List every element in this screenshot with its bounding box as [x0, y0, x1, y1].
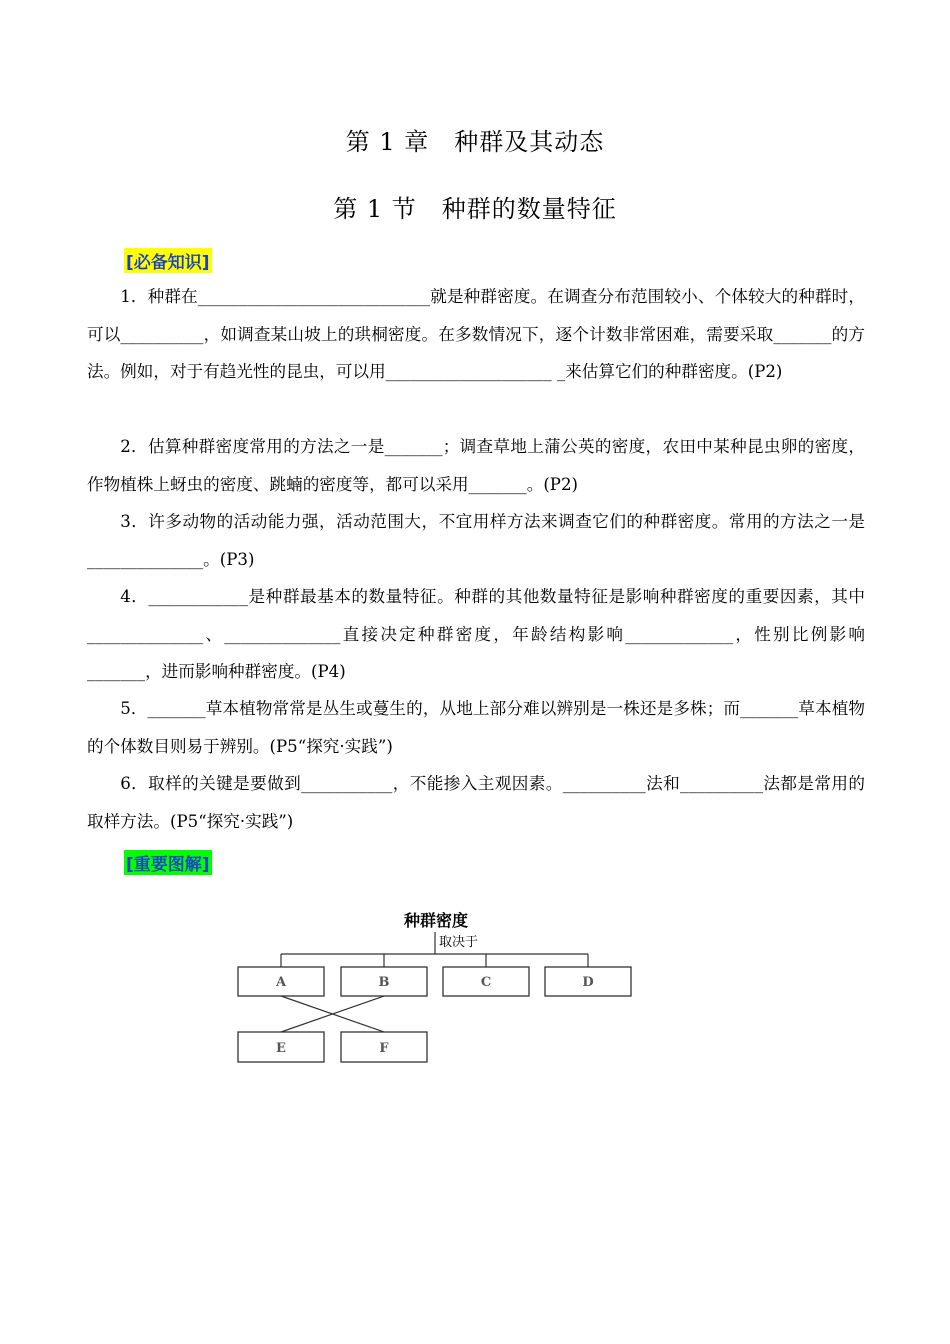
section-title: 第 1 节 种群的数量特征: [333, 195, 617, 223]
chapter-title: 第 1 章 种群及其动态: [345, 128, 605, 156]
question-6: 6．取样的关键是要做到___________，不能掺入主观因素。__________法和__________法都是常用的取样方法。(P5“探究·实践”): [87, 774, 865, 831]
question-2: 2．估算种群密度常用的方法之一是_______；调查草地上蒲公英的密度，农田中某种昆虫卵的密度，作物植株上蚜虫的密度、跳蝻的密度等，都可以采用_______。(P2): [87, 437, 865, 494]
key-diagram-tag: [重要图解]: [124, 850, 212, 875]
box-d-label: D: [582, 975, 594, 990]
diagram-edge-label: 取决于: [439, 935, 479, 950]
question-5: 5．_______草本植物常常是丛生或蔓生的，从地上部分难以辨别是一株还是多株；而_______草本植物的个体数目则易于辨别。(P5“探究·实践”): [87, 699, 865, 756]
population-density-diagram: [234, 900, 634, 1070]
box-c-label: C: [480, 975, 492, 990]
box-a-label: A: [275, 975, 287, 990]
box-b-label: B: [378, 975, 390, 990]
question-4: 4．____________是种群最基本的数量特征。种群的其他数量特征是影响种群密度的重要因素，其中______________、______________直接决定种群密度，年龄结构影响_____________，性别比例影响_______，进而影响种群密度。(P4): [87, 587, 865, 681]
box-e-label: E: [276, 1041, 286, 1056]
box-f-label: F: [379, 1041, 389, 1056]
question-3: 3．许多动物的活动能力强，活动范围大，不宜用样方法来调查它们的种群密度。常用的方法之一是______________。(P3): [87, 512, 865, 569]
essential-knowledge-tag: [必备知识]: [124, 248, 212, 273]
question-1: 1．种群在____________________________就是种群密度。在调查分布范围较小、个体较大的种群时，可以__________，如调查某山坡上的珙桐密度。在多数情况下，逐个计数非常困难，需要采取_______的方法。例如，对于有趋光性的昆虫，可以用____________________ _来估算它们的种群密度。(P2): [87, 287, 865, 381]
diagram-root-label: 种群密度: [403, 911, 469, 930]
